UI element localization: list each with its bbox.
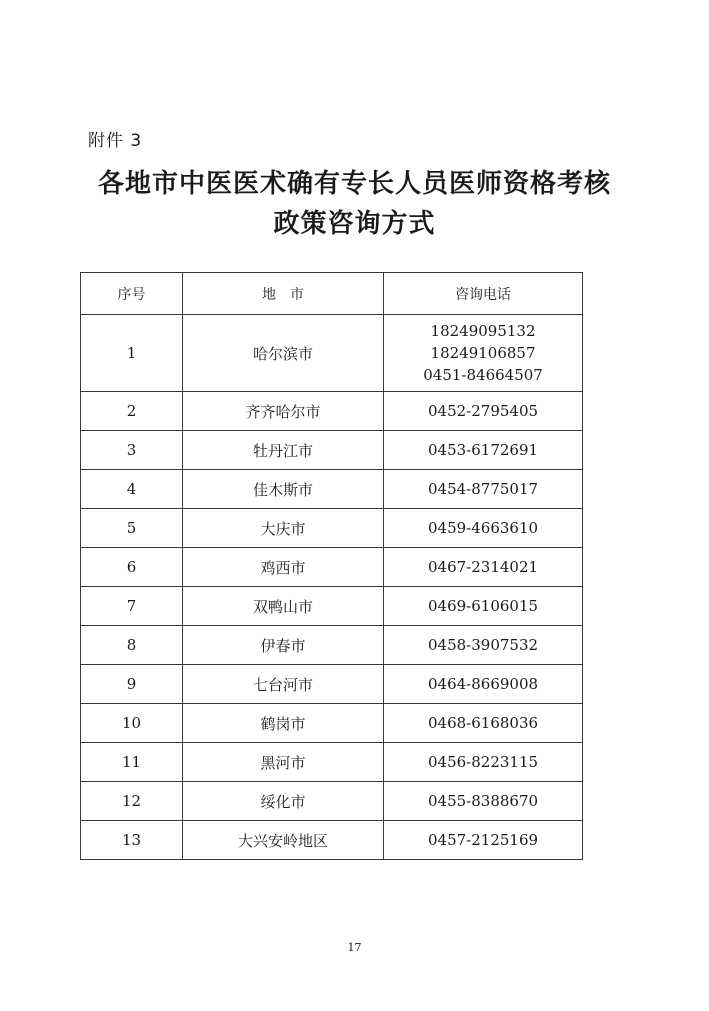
phone-number: 18249095132 <box>430 322 536 340</box>
row-city: 哈尔滨市 <box>183 315 384 392</box>
phone-number: 18249106857 <box>430 344 536 362</box>
table-row <box>81 509 583 548</box>
row-number: 12 <box>81 782 183 821</box>
row-phone <box>384 626 583 665</box>
table-row <box>81 782 583 821</box>
phone-number: 0455-8388670 <box>428 792 539 810</box>
document-title-line-2: 政策咨询方式 <box>273 209 436 239</box>
table-header-row <box>81 273 583 315</box>
phone-number: 0467-2314021 <box>428 558 539 576</box>
row-phone <box>384 587 583 626</box>
phone-number: 0456-8223115 <box>428 753 539 771</box>
row-phone <box>384 782 583 821</box>
phone-number: 0468-6168036 <box>428 714 539 732</box>
phone-number: 0469-6106015 <box>428 597 539 615</box>
row-number: 10 <box>81 704 183 743</box>
row-phone <box>384 431 583 470</box>
row-number: 6 <box>81 548 183 587</box>
row-number: 7 <box>81 587 183 626</box>
row-city: 齐齐哈尔市 <box>183 392 384 431</box>
phone-number: 0464-8669008 <box>428 675 539 693</box>
table-row <box>81 821 583 860</box>
phone-number: 0453-6172691 <box>428 441 539 459</box>
row-phone <box>384 509 583 548</box>
attachment-label: 附件 3 <box>88 131 143 151</box>
row-number: 2 <box>81 392 183 431</box>
row-city: 大庆市 <box>183 509 384 548</box>
table-row <box>81 704 583 743</box>
document-title-line-1: 各地市中医医术确有专长人员医师资格考核 <box>97 169 611 199</box>
row-city: 佳木斯市 <box>183 470 384 509</box>
phone-number: 0457-2125169 <box>428 831 539 849</box>
row-phone <box>384 665 583 704</box>
row-number: 3 <box>81 431 183 470</box>
row-phone <box>384 743 583 782</box>
row-number: 8 <box>81 626 183 665</box>
row-phone <box>384 470 583 509</box>
phone-number: 0458-3907532 <box>428 636 539 654</box>
phone-number: 0452-2795405 <box>428 402 539 420</box>
row-phone <box>384 548 583 587</box>
row-phone <box>384 392 583 431</box>
header-city: 地 市 <box>183 273 384 315</box>
row-number: 1 <box>81 315 183 392</box>
header-phone: 咨询电话 <box>384 273 583 315</box>
row-city: 大兴安岭地区 <box>183 821 384 860</box>
row-city: 鹤岗市 <box>183 704 384 743</box>
row-number: 9 <box>81 665 183 704</box>
row-city: 双鸭山市 <box>183 587 384 626</box>
page-number: 17 <box>347 941 362 954</box>
table-row <box>81 743 583 782</box>
phone-number: 0454-8775017 <box>428 480 539 498</box>
table-row <box>81 665 583 704</box>
row-number: 13 <box>81 821 183 860</box>
row-phone <box>384 704 583 743</box>
table-row <box>81 431 583 470</box>
table-row <box>81 392 583 431</box>
row-city: 伊春市 <box>183 626 384 665</box>
row-number: 5 <box>81 509 183 548</box>
phone-number: 0451-84664507 <box>423 366 543 384</box>
row-number: 11 <box>81 743 183 782</box>
contact-table <box>80 272 583 860</box>
row-city: 牡丹江市 <box>183 431 384 470</box>
table-row <box>81 470 583 509</box>
table-row <box>81 548 583 587</box>
row-city: 鸡西市 <box>183 548 384 587</box>
table-row <box>81 587 583 626</box>
row-city: 七台河市 <box>183 665 384 704</box>
row-city: 黑河市 <box>183 743 384 782</box>
table-row <box>81 315 583 392</box>
header-no: 序号 <box>81 273 183 315</box>
row-city: 绥化市 <box>183 782 384 821</box>
row-number: 4 <box>81 470 183 509</box>
row-phone <box>384 315 583 392</box>
table-body <box>81 315 583 860</box>
table-row <box>81 626 583 665</box>
phone-number: 0459-4663610 <box>428 519 539 537</box>
row-phone <box>384 821 583 860</box>
